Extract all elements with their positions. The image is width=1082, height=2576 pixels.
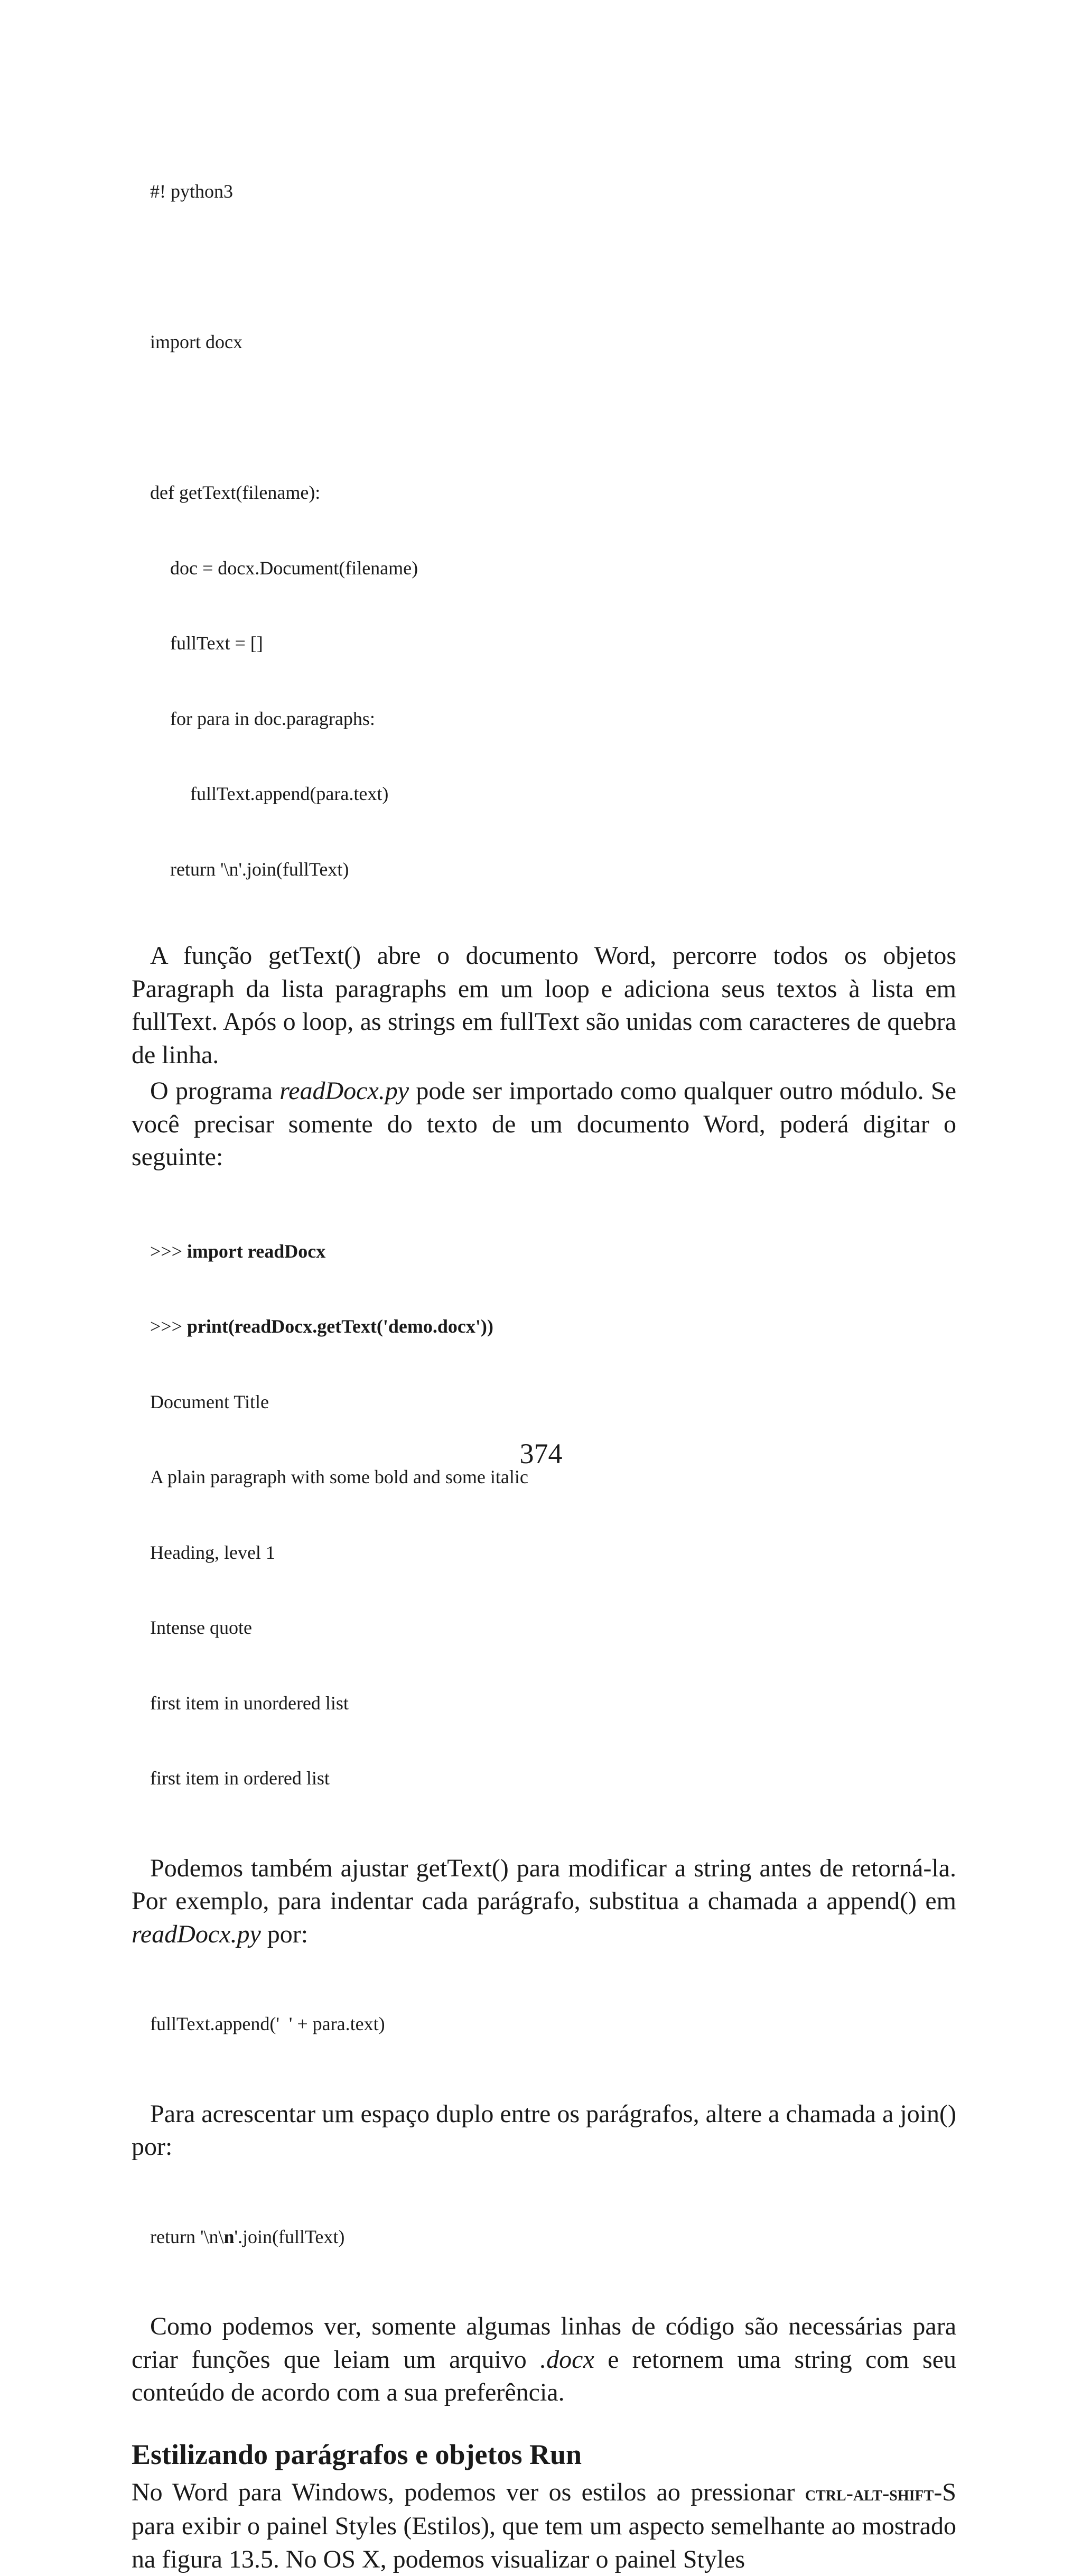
code-blank-line (150, 255, 956, 280)
code-line: def getText(filename): (150, 480, 956, 506)
text-run: e retornem uma string com seu conteúdo de acordo com a sua preferência. (132, 2346, 956, 2407)
text-run: Podemos também ajustar getText() para modificar a string antes de retorná-la. Por exemplo, para indentar cada parágrafo, substitua a chamada a append() em (132, 1854, 956, 1915)
text-run: return '\n\ (150, 2226, 223, 2247)
paragraph-summary (132, 2310, 956, 2410)
code-block-interactive (132, 1189, 956, 1842)
page-number: 374 (0, 1437, 1082, 1470)
italic-filename: readDocx.py (279, 1077, 409, 1105)
text-run: -S para exibir o painel Styles (Estilos), que tem um aspecto semelhante ao mostrado na figura 13.5. No OS X, podemos visualizar o painel Styles (132, 2478, 956, 2573)
code-line: import docx (150, 330, 956, 355)
code-line (150, 2225, 956, 2250)
shell-prompt: >>> (150, 1241, 187, 1262)
code-output-line: first item in unordered list (150, 1691, 956, 1716)
code-line: return '\n'.join(fullText) (150, 857, 956, 882)
code-line: fullText.append(' ' + para.text) (150, 2012, 956, 2037)
keyboard-shortcut: ctrl-alt-shift (805, 2481, 934, 2505)
text-run: pode ser importado como qualquer outro módulo. Se você precisar somente do texto de um documento Word, poderá digitar o seguinte: (132, 1077, 956, 1171)
code-block-gettext (132, 129, 956, 932)
text-run: O programa (150, 1077, 279, 1105)
text-run: No Word para Windows, podemos ver os estilos ao pressionar (132, 2478, 805, 2506)
code-line: fullText.append(para.text) (150, 782, 956, 807)
shell-command: print(readDocx.getText('demo.docx')) (187, 1316, 493, 1337)
paragraph-double-space: Para acrescentar um espaço duplo entre os parágrafos, altere a chamada a join() por: (132, 2098, 956, 2164)
italic-filename: readDocx.py (132, 1920, 261, 1948)
text-run: Como podemos ver, somente algumas linhas de código são necessárias para criar funções que leiam um arquivo (132, 2312, 956, 2374)
code-line (150, 1239, 956, 1264)
shell-command: import readDocx (187, 1241, 325, 1262)
code-line: for para in doc.paragraphs: (150, 706, 956, 732)
paragraph-gettext-explanation: A função getText() abre o documento Word, percorre todos os objetos Paragraph da lista paragraphs em um loop e adiciona seus textos à lista em fullText. Após o loop, as strings em fullText são unidas com caracteres de quebra de linha. (132, 940, 956, 1072)
code-line: fullText = [] (150, 631, 956, 656)
text-run: por: (261, 1920, 308, 1948)
code-line: #! python3 (150, 179, 956, 204)
code-output-line: Document Title (150, 1390, 956, 1415)
paragraph-word-styles (132, 2476, 956, 2576)
italic-extension: .docx (540, 2346, 594, 2374)
text-run: '.join(fullText) (234, 2226, 344, 2247)
section-heading: Estilizando parágrafos e objetos Run (132, 2436, 956, 2473)
bold-char: n (223, 2226, 234, 2247)
paragraph-import-module (132, 1075, 956, 1174)
code-blank-line (150, 405, 956, 431)
code-output-line: A plain paragraph with some bold and some italic (150, 1465, 956, 1490)
code-output-line: Intense quote (150, 1615, 956, 1641)
paragraph-adjust-gettext (132, 1852, 956, 1951)
shell-prompt: >>> (150, 1316, 187, 1337)
page-content (132, 129, 956, 2576)
code-block-indent (132, 1961, 956, 2087)
code-block-join (132, 2174, 956, 2300)
code-line (150, 1314, 956, 1340)
code-output-line: first item in ordered list (150, 1766, 956, 1791)
code-output-line: Heading, level 1 (150, 1540, 956, 1566)
code-line: doc = docx.Document(filename) (150, 556, 956, 581)
